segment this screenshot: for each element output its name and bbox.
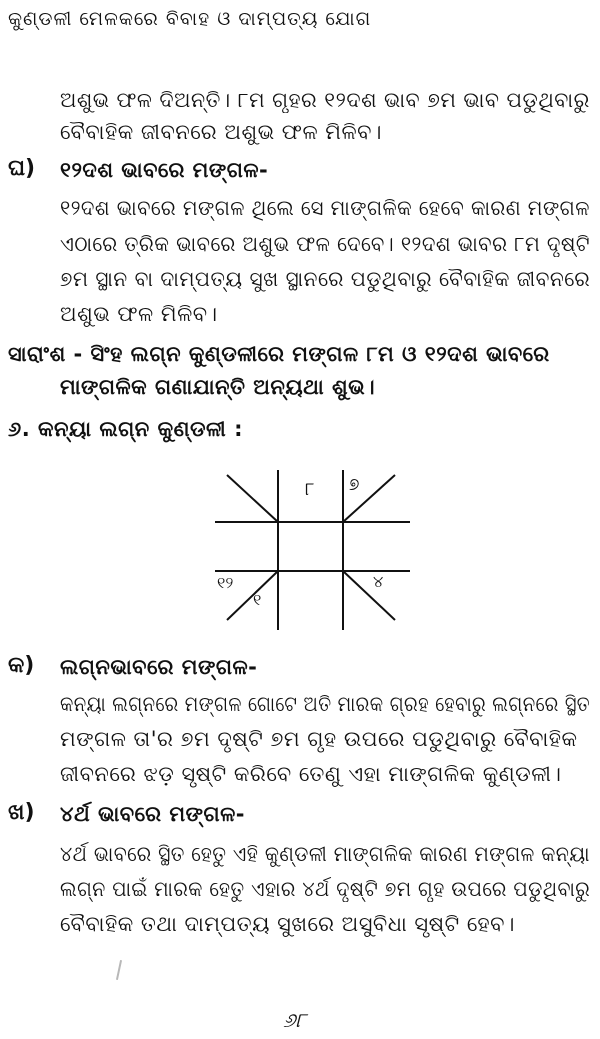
chart-house-label-bottom-right: ୪ xyxy=(373,572,384,591)
section-gha-line-2: ଏଠାରେ ତ୍ରିକ ଭାବରେ ଅଶୁଭ ଫଳ ଦେବେ। ୧୨ଦଶ ଭାବର ୮ମ ଦୃଷ୍ଟି xyxy=(60,232,591,256)
section-ka-line-1: କନ୍ୟା ଲଗ୍ନରେ ମଙ୍ଗଳ ଗୋଟେ ଅତି ମାରକ ଗ୍ରହ ହେବାରୁ ଲଗ୍ନରେ ସ୍ଥିତ xyxy=(60,692,591,716)
chart-house-label-bottom-inner: ୧ xyxy=(253,590,262,609)
section-gha-line-3: ୭ମ ସ୍ଥାନ ବା ଦାମ୍ପତ୍ୟ ସୁଖ ସ୍ଥାନରେ ପଡୁଥିବାରୁ ବୈବାହିକ ଜୀବନରେ xyxy=(60,267,591,291)
chart-house-label-top-right: ୭ xyxy=(349,475,360,495)
section-ka-line-2: ମଙ୍ଗଳ ତା'ର ୭ମ ଦୃଷ୍ଟି ୭ମ ଗୃହ ଉପରେ ପଡୁଥିବାରୁ ବୈବାହିକ xyxy=(60,727,578,751)
intro-line-2: ବୈବାହିକ ଜୀବନରେ ଅଶୁଭ ଫଳ ମିଳିବ। xyxy=(60,120,382,144)
kundali-chart xyxy=(215,470,415,630)
section-kha-marker: ଖ) xyxy=(8,800,35,825)
section-ka-heading: ଲଗ୍ନଭାବରେ ମଙ୍ଗଳ- xyxy=(60,655,258,679)
section-gha-heading: ୧୨ଦଶ ଭାବରେ ମଙ୍ଗଳ- xyxy=(60,158,269,182)
chart-house-label-bottom-left: ୧୨ xyxy=(217,573,234,592)
intro-line-1: ଅଶୁଭ ଫଳ ଦିଅନ୍ତି। ୮ମ ଗୃହର ୧୨ଦଶ ଭାବ ୭ମ ଭାବ ପଡୁଥିବାରୁ xyxy=(60,88,590,112)
summary-line-1: ସାରାଂଶ - ସିଂହ ଲଗ୍ନ କୁଣ୍ଡଳୀରେ ମଙ୍ଗଳ ୮ମ ଓ ୧୨ଦଶ ଭାବରେ xyxy=(8,342,550,366)
section-kha-line-3: ବୈବାହିକ ତଥା ଦାମ୍ପତ୍ୟ ସୁଖରେ ଅସୁବିଧା ସୃଷ୍ଟି ହେବ। xyxy=(60,912,515,936)
section-kha-line-2: ଲଗ୍ନ ପାଇଁ ମାରକ ହେତୁ ଏହାର ୪ର୍ଥ ଦୃଷ୍ଟି ୭ମ ଗୃହ ଉପରେ ପଡୁଥିବାରୁ xyxy=(60,877,591,901)
pencil-mark xyxy=(116,960,122,980)
section-gha-marker: ଘ) xyxy=(8,156,36,181)
summary-line-2: ମାଙ୍ଗଳିକ ଗଣାଯାନ୍ତି ଅନ୍ୟଥା ଶୁଭ। xyxy=(60,375,376,399)
section-gha-line-4: ଅଶୁଭ ଫଳ ମିଳିବ। xyxy=(60,302,218,326)
chapter-heading: ୬. କନ୍ୟା ଲଗ୍ନ କୁଣ୍ଡଳୀ : xyxy=(8,417,243,441)
running-header: କୁଣ୍ଡଳୀ ମେଳକରେ ବିବାହ ଓ ଦାମ୍ପତ୍ୟ ଯୋଗ xyxy=(8,8,372,30)
page-number: ୬୮ xyxy=(283,1008,306,1032)
section-ka-marker: କ) xyxy=(8,653,35,678)
section-ka-line-3: ଜୀବନରେ ଝଡ଼ ସୃଷ୍ଟି କରିବେ ତେଣୁ ଏହା ମାଙ୍ଗଳିକ କୁଣ୍ଡଳୀ। xyxy=(60,762,562,786)
chart-house-label-top: ୮ xyxy=(305,479,315,500)
section-gha-line-1: ୧୨ଦଶ ଭାବରେ ମଙ୍ଗଳ ଥିଲେ ସେ ମାଙ୍ଗଳିକ ହେବେ କାରଣ ମଙ୍ଗଳ xyxy=(60,196,590,220)
section-kha-heading: ୪ର୍ଥ ଭାବରେ ମଙ୍ଗଳ- xyxy=(60,802,245,826)
section-kha-line-1: ୪ର୍ଥ ଭାବରେ ସ୍ଥିତ ହେତୁ ଏହି କୁଣ୍ଡଳୀ ମାଙ୍ଗଳିକ କାରଣ ମଙ୍ଗଳ କନ୍ୟା xyxy=(60,842,590,866)
